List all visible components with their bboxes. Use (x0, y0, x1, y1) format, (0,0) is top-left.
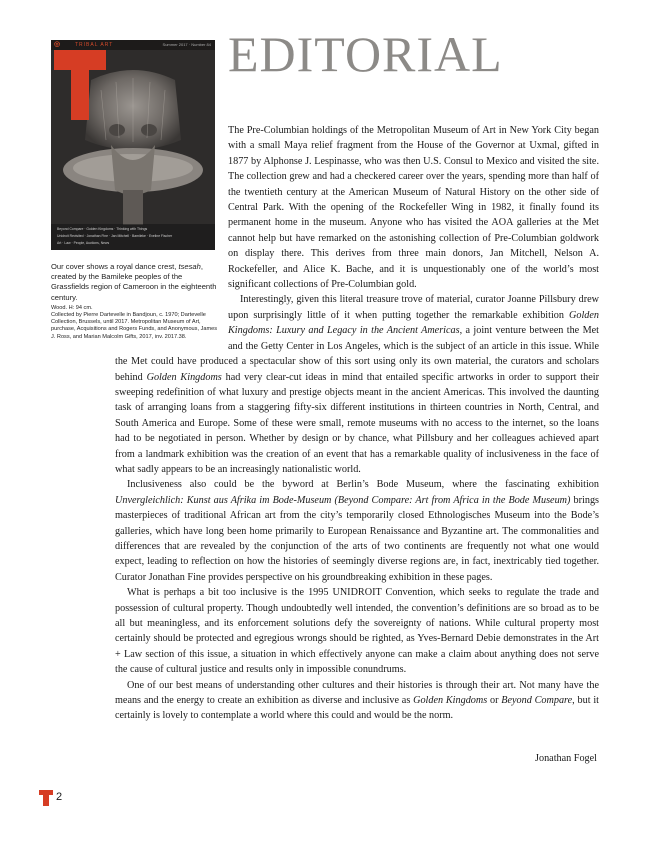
paragraph: The Pre-Columbian holdings of the Metropolitan Museum of Art in New York City began with a small Maya relief fragment from the House of the Governor at Uxmal, gifted in 1877 by Alphonse J. Lespinasse, who was then U.S. Consul to Mexico and visited the site. The collection grew and had a checkered career over the years, spending more than half of the twentieth century at the American Museum of Natural History on the other side of Central Park. With the opening of the Rockefeller Wing in 1982, it finally found its permanent home in the museum. Anyone who has visited the AOA galleries at the Met cannot help but have remarked on the astonishing collection of Pre-Columbian goldwork on display there. This derives from three main donors, Jan Mitchell, Nelson A. Rockefeller, and Alice K. Bache, and it is unquestionably one of the world’s most significant collections of Pre-Columbian gold. (228, 125, 599, 291)
cover-masthead: TRIBAL ART (75, 42, 114, 48)
t-logo-icon (39, 790, 55, 806)
cover-footer-line: Unidroit Revisited · Jonathan Fine · Jan Mitchell · Bamileke · Eveline Fischer (57, 234, 173, 238)
cover-footer-line: Art · Law · People, Auctions, News (57, 241, 110, 245)
paragraph: Inclusiveness also could be the byword at Berlin’s Bode Museum, where the fascinating exhibition Unvergleichlich: Kunst aus Afrika im Bode-Museum (Beyond Compare: Art from Africa in the Bode Museum) brings masterpieces of traditional African art from the city’s temporarily closed Ethnologisches Museum into the Bode’s galleries, which have long been home primarily to European Renaissance and Byzantine art. The commonalities and differences that are revealed by the conjunction of the arts of two continents are frequently not what one would expect, leading to reflection on how the histories of seemingly diverse regions are, in fact, inextricably tied together. Curator Jonathan Fine provides perspective on his groundbreaking exhibition in these pages. (115, 479, 599, 583)
cover-footer-line: Beyond Compare · Golden Kingdoms · Thinking with Things (57, 227, 148, 231)
caption-credit: Collected by Pierre Dartevelle in Bandjoun, c. 1970; Dartevelle Collection, Brussels, until 2017. Metropolitan Museum of Art, purchase, Acquisitions and Rogers Funds, and Anonymous, James J. Ross, and Marian Malcolm Gifts, 2017, inv. 2017.38. (51, 312, 218, 340)
caption-text: Our cover shows a royal dance crest, tsesah, created by the Bamileke peoples of the Grassfields region of Cameroon in the eighteenth century. (51, 262, 217, 302)
paragraph: One of our best means of understanding other cultures and their histories is through their art. Not many have the means and the energy to create an exhibition as diverse and inclusive as Golden Kingdoms or Beyond Compare, but it certainly is lovely to contemplate a world where this could and would be the norm. (115, 679, 599, 722)
paragraph: What is perhaps a bit too inclusive is the 1995 UNIDROIT Convention, which seeks to regulate the trade and possession of cultural property. Though undoubtedly well intended, the convention’s definitions are so broad as to be all but meaningless, and its enforcement solutions defy the sovereignty of nations. While cultural property most certainly should be protected and egregious wrongs should be righted, as Yves-Bernard Debie demonstrates in the Art + Law section of this issue, a situation in which effectively anyone can make a claim about anything does not serve the cause of cultural justice and results only in impossible conundrums. (115, 587, 599, 676)
page-number: 2 (56, 791, 63, 803)
paragraph: Interestingly, given this literal treasure trove of material, curator Joanne Pillsbury drew upon surprisingly little of it when putting together the remarkable exhibition Golden Kingdoms: Luxury and Legacy in the Ancient Americas, a joint venture between the Met and the Getty Center in Los Angeles, which is the subject of an article in this issue. While the Met could have produced a spectacular show of this sort using only its own material, the curators and scholars behind Golden Kingdoms had very clear-cut ideas in mind that entailed specific artworks in order to support their sweeping redefinition of what luxury and prestige objects meant in the ancient Americas. This involved the daunting task of arranging loans from a staggering fifty-six different institutions in thirteen countries in North, Central, and South America and Europe. Some of these were small, remote museums with no access to the internet, so the loans had to be negotiated in person. Whether by design or by chance, what Pillsbury and her colleagues achieved apart from a landmark exhibition was the creation of an event that has a remarkable quality of inclusiveness in the face of what sadly appears to be an increasingly nationalistic world. (115, 294, 600, 475)
cover-logo-icon: ◎ (54, 41, 61, 48)
caption-dimensions: Wood. H: 94 cm. (51, 304, 93, 311)
cover-t-logo-icon (54, 50, 106, 120)
cover-issue: Summer 2017 · Number 84 (162, 42, 211, 47)
author-signature: Jonathan Fogel (535, 753, 597, 764)
page-title: EDITORIAL (228, 26, 503, 82)
article-body (115, 123, 599, 724)
